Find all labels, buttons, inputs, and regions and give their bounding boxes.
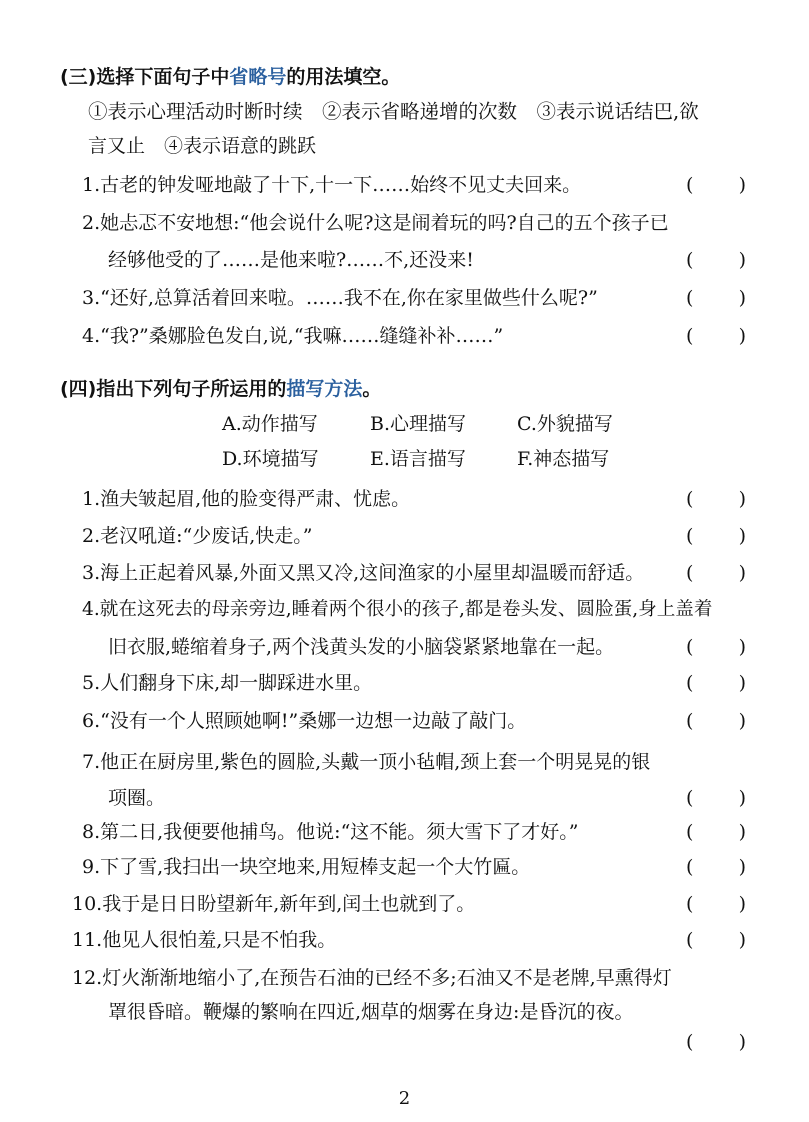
item-number: 12. (72, 967, 103, 989)
s3-answer-1[interactable] (686, 173, 746, 197)
item-text: “我?”桑娜脸色发白,说,“我嘛……缝缝补补……” (100, 325, 504, 347)
s4-answer-4[interactable] (686, 635, 746, 659)
s3-answer-3[interactable] (686, 286, 746, 310)
s4-item-10 (72, 892, 475, 916)
s4-item-5 (82, 671, 372, 695)
item-number: 11. (72, 929, 103, 951)
paren-open: ( (686, 325, 694, 347)
s3-item-2 (82, 211, 669, 235)
item-text: 他见人很怕羞,只是不怕我。 (102, 929, 337, 951)
item-text: 就在这死去的母亲旁边,睡着两个很小的孩子,都是卷头发、圆脸蛋,身上盖着 (99, 599, 713, 620)
paren-close: ) (738, 562, 746, 584)
paren-close: ) (738, 787, 746, 809)
paren-open: ( (686, 821, 694, 843)
item-text: 下了雪,我扫出一块空地来,用短棒支起一个大竹匾。 (100, 856, 531, 878)
item-text: 海上正起着风暴,外面又黑又冷,这间渔家的小屋里却温暖而舒适。 (100, 562, 645, 584)
s3-item-3 (82, 286, 598, 310)
item-number: 6. (82, 710, 101, 732)
s4-answer-10[interactable] (686, 892, 746, 916)
paren-close: ) (738, 488, 746, 510)
s4-item-9 (82, 855, 530, 879)
item-text: 他正在厨房里,紫色的圆脸,头戴一顶小毡帽,颈上套一个明晃晃的银 (100, 751, 651, 773)
item-number: 3. (82, 562, 101, 584)
s4-item-3 (82, 561, 644, 585)
s4-answer-8[interactable] (686, 820, 746, 844)
s4-item-4-cont: 旧衣服,蜷缩着身子,两个浅黄头发的小脑袋紧紧地靠在一起。 (108, 636, 615, 658)
paren-open: ( (686, 1031, 694, 1053)
item-number: 10. (72, 893, 103, 915)
s4-item-6 (82, 709, 526, 733)
item-number: 2. (82, 525, 101, 547)
s4-answer-6[interactable] (686, 709, 746, 733)
s4-item-1 (82, 487, 410, 511)
s4-item-7-cont: 项圈。 (108, 787, 166, 809)
s3-answer-4[interactable] (686, 324, 746, 348)
s4-item-7 (82, 750, 650, 774)
paren-close: ) (738, 249, 746, 271)
option-d: D.环境描写 (222, 448, 319, 470)
paren-open: ( (686, 710, 694, 732)
item-number: 4. (82, 325, 101, 347)
option-f: F.神态描写 (517, 448, 610, 470)
section4-title (60, 374, 381, 401)
section4-title-pre: (四)指出下列句子所运用的 (60, 378, 287, 400)
paren-open: ( (686, 525, 694, 547)
paren-open: ( (686, 856, 694, 878)
paren-open: ( (686, 929, 694, 951)
paren-close: ) (738, 525, 746, 547)
section4-title-post: 。 (362, 378, 382, 400)
section3-title (60, 62, 400, 89)
s3-answer-2[interactable] (686, 248, 746, 272)
paren-close: ) (738, 710, 746, 732)
section3-title-pre: (三)选择下面句子中 (60, 66, 230, 88)
section3-options-line1: ①表示心理活动时断时续 ②表示省略递增的次数 ③表示说话结巴,欲 (88, 100, 699, 123)
item-number: 1. (82, 488, 101, 510)
paren-open: ( (686, 174, 694, 196)
option-b: B.心理描写 (370, 413, 467, 435)
item-text: 老汉吼道:“少废话,快走。” (100, 525, 313, 547)
paren-close: ) (738, 856, 746, 878)
paren-close: ) (738, 287, 746, 309)
paren-open: ( (686, 249, 694, 271)
item-text: 她忐忑不安地想:“他会说什么呢?这是闹着玩的吗?自己的五个孩子已 (100, 212, 669, 234)
paren-close: ) (738, 636, 746, 658)
paren-close: ) (738, 174, 746, 196)
item-text: 古老的钟发哑地敲了十下,十一下……始终不见丈夫回来。 (100, 174, 582, 196)
s4-item-2 (82, 524, 313, 548)
paren-open: ( (686, 562, 694, 584)
s4-answer-7[interactable] (686, 786, 746, 810)
s3-item-4 (82, 324, 503, 348)
item-text: 我于是日日盼望新年,新年到,闰土也就到了。 (102, 893, 476, 915)
section4-title-highlight: 描写方法 (286, 378, 363, 400)
item-number: 9. (82, 856, 101, 878)
s3-item-1 (82, 173, 581, 197)
paren-close: ) (738, 821, 746, 843)
option-c: C.外貌描写 (517, 413, 613, 435)
s4-answer-2[interactable] (686, 524, 746, 548)
paren-open: ( (686, 636, 694, 658)
s4-item-12-cont: 罩很昏暗。鞭爆的繁响在四近,烟草的烟雾在身边:是昏沉的夜。 (108, 1001, 634, 1023)
s4-item-12 (72, 966, 672, 990)
paren-open: ( (686, 893, 694, 915)
paren-close: ) (738, 325, 746, 347)
s4-item-8 (82, 820, 579, 844)
section3-options-line2: 言又止 ④表示语意的跳跃 (88, 135, 317, 157)
s4-answer-12[interactable] (686, 1030, 746, 1054)
item-number: 1. (82, 174, 101, 196)
item-text: 渔夫皱起眉,他的脸变得严肃、忧虑。 (100, 488, 411, 510)
s4-answer-1[interactable] (686, 487, 746, 511)
item-number: 7. (82, 751, 101, 773)
s4-item-11 (72, 928, 336, 952)
paren-close: ) (738, 1031, 746, 1053)
paren-close: ) (738, 893, 746, 915)
s4-answer-11[interactable] (686, 928, 746, 952)
paren-close: ) (738, 672, 746, 694)
item-number: 8. (82, 821, 101, 843)
item-number: 2. (82, 212, 101, 234)
s4-answer-3[interactable] (686, 561, 746, 585)
section3-title-post: 的用法填空。 (286, 66, 401, 88)
option-a: A.动作描写 (222, 413, 318, 435)
s3-item-2-cont: 经够他受的了……是他来啦?……不,还没来! (108, 249, 474, 271)
paren-open: ( (686, 787, 694, 809)
s4-answer-5[interactable] (686, 671, 746, 695)
item-text: 第二日,我便要他捕鸟。他说:“这不能。须大雪下了才好。” (100, 821, 579, 843)
section3-title-highlight: 省略号 (229, 66, 287, 88)
item-text: “没有一个人照顾她啊!”桑娜一边想一边敲了敲门。 (100, 710, 527, 732)
item-text: 灯火渐渐地缩小了,在预告石油的已经不多;石油又不是老牌,早熏得灯 (102, 967, 672, 989)
item-number: 3. (82, 287, 101, 309)
paren-open: ( (686, 672, 694, 694)
item-text: 人们翻身下床,却一脚踩进水里。 (100, 672, 373, 694)
s4-answer-9[interactable] (686, 855, 746, 879)
paren-open: ( (686, 287, 694, 309)
item-text: “还好,总算活着回来啦。……我不在,你在家里做些什么呢?” (100, 287, 598, 309)
item-number: 4. (82, 599, 100, 620)
page-number: 2 (398, 1088, 411, 1109)
paren-close: ) (738, 929, 746, 951)
option-e: E.语言描写 (370, 448, 466, 470)
s4-item-4 (82, 598, 712, 622)
paren-open: ( (686, 488, 694, 510)
item-number: 5. (82, 672, 101, 694)
